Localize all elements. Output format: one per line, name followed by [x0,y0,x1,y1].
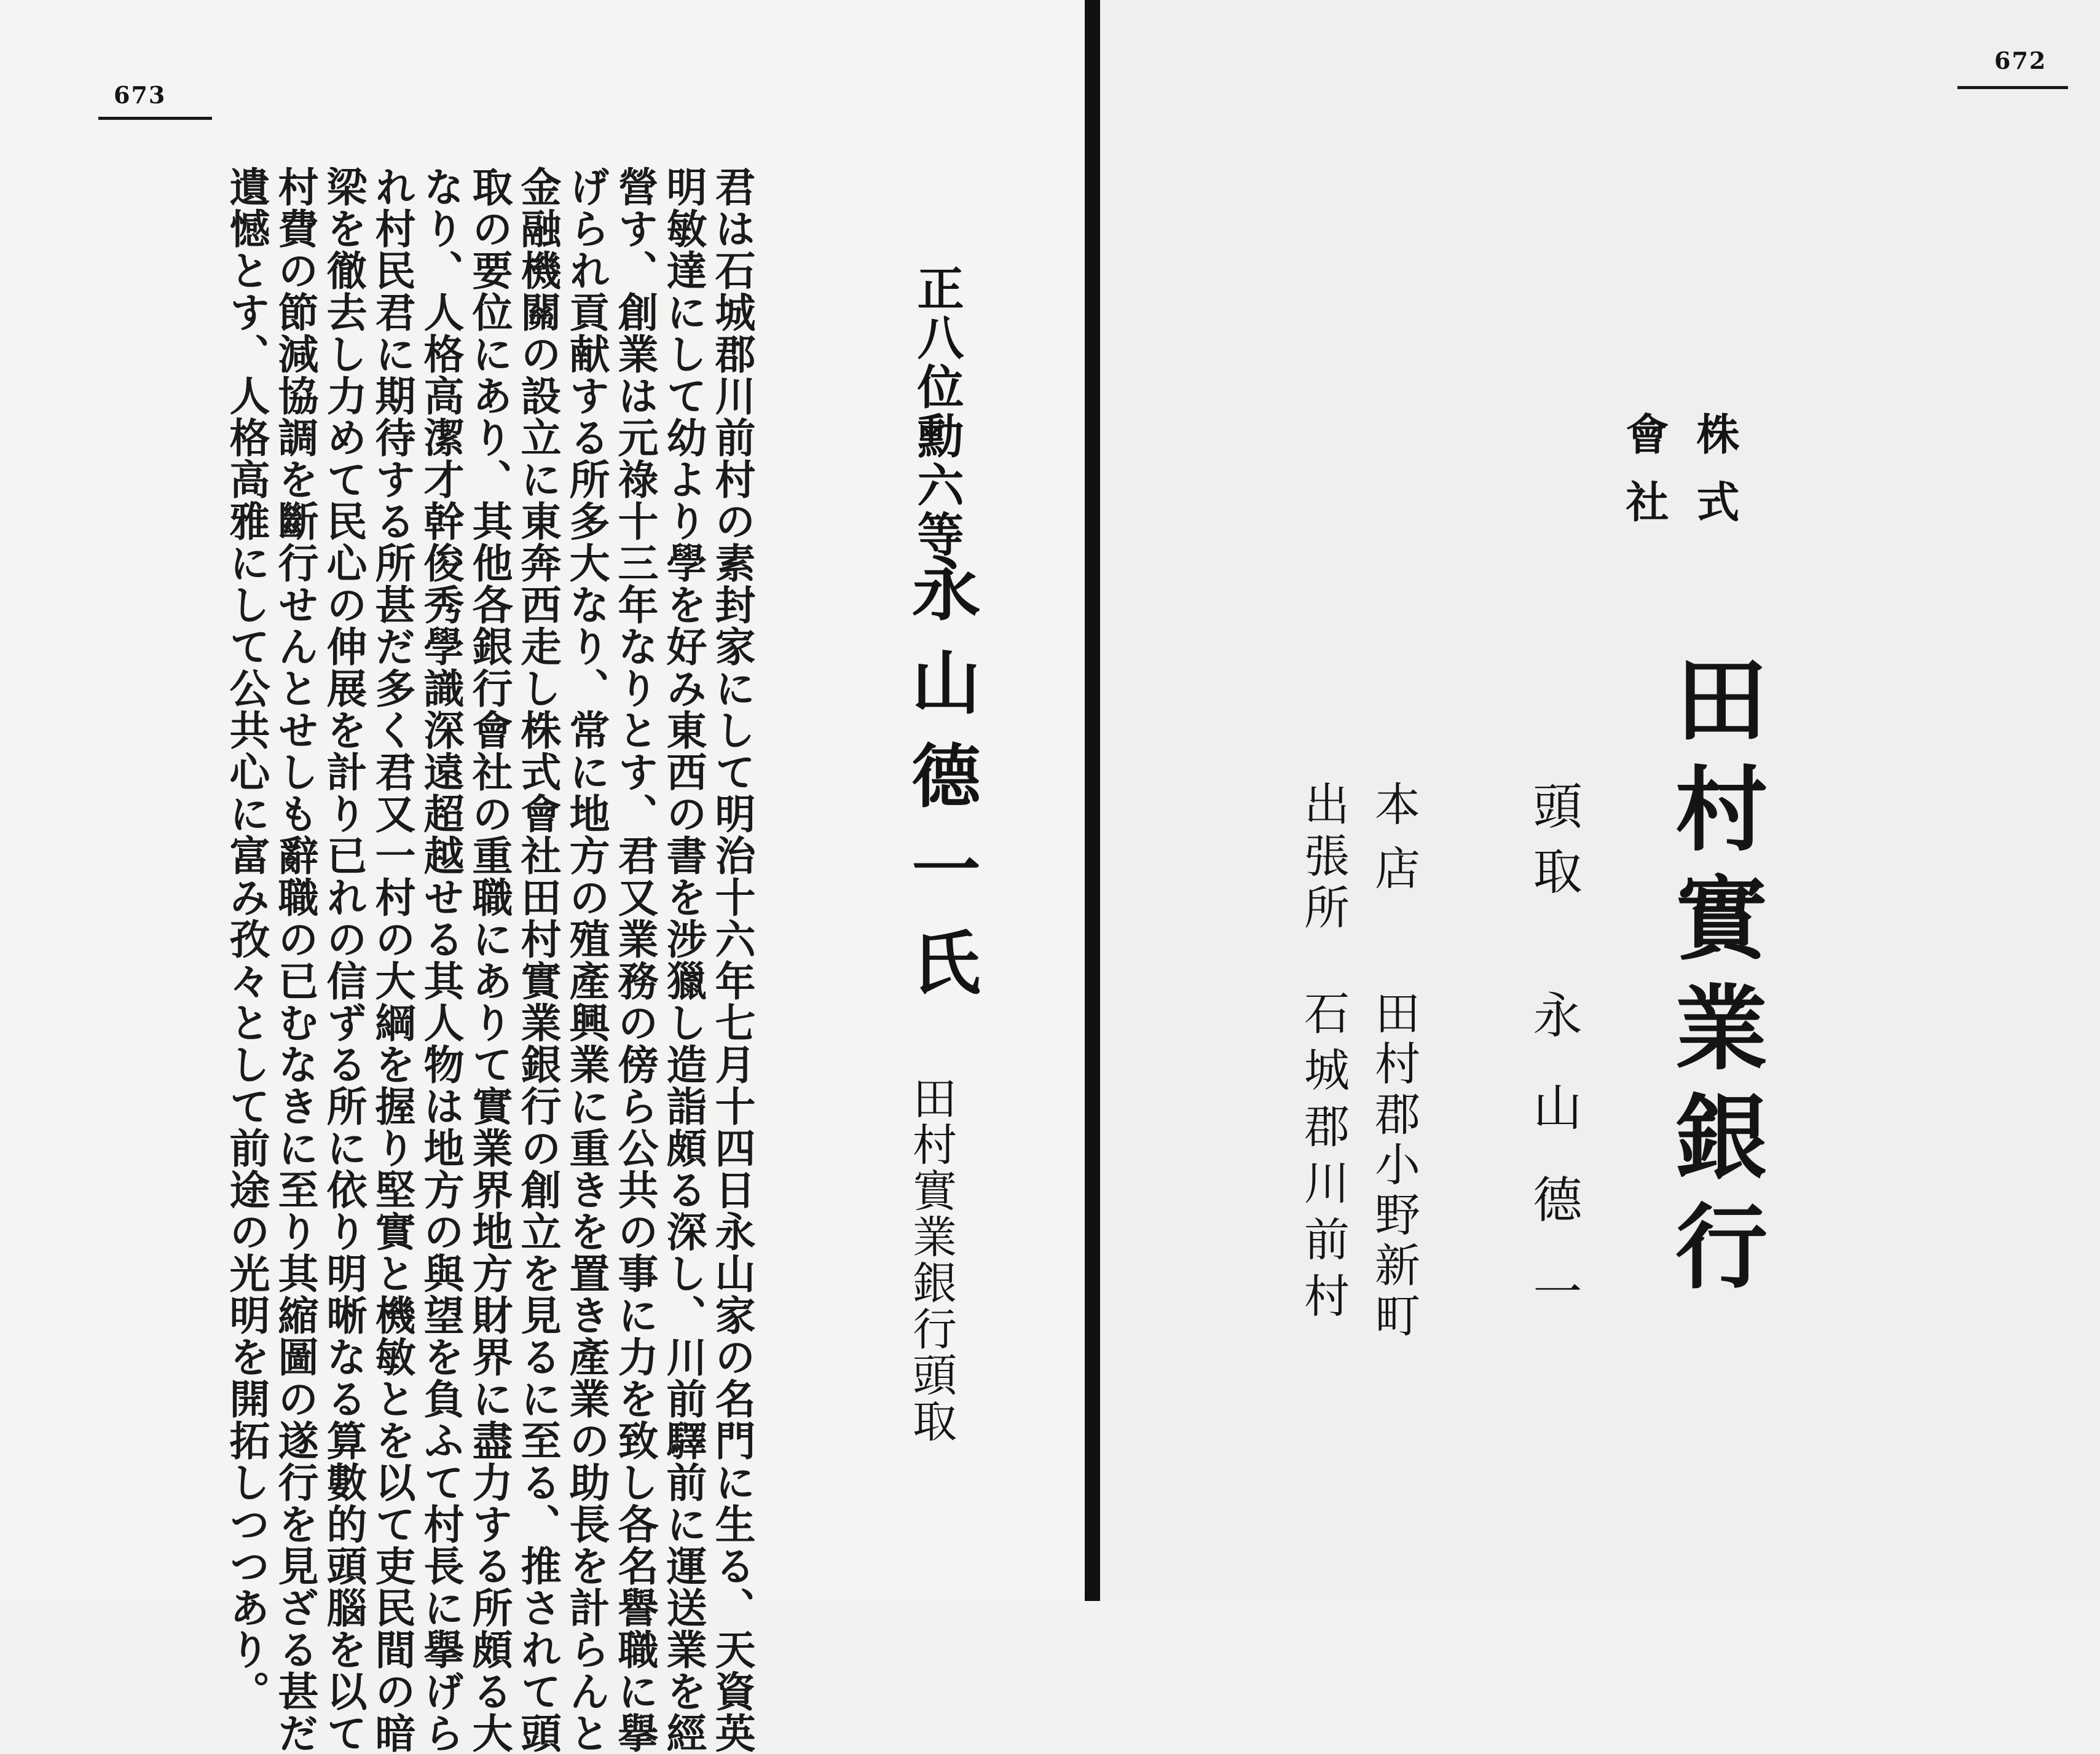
biography-line: 梁を徹去し力めて民心の伸展を計り已れの信ずる所に依り明晰なる算數的頭腦を以て [320,166,368,1754]
rank-heading: 正八位勳六等 [910,264,964,559]
biography-line: 君は石城郡川前村の素封家にして明治十六年七月十四日永山家の名門に生る、天資英 [708,166,756,1754]
biography-line: 遺憾とす、人格高雅にして公共心に富み孜々として前途の光明を開拓しつつあり。 [222,166,270,1712]
right-page [1100,0,2100,1601]
biography-line: 明敏達にして幼より學を好み東西の書を涉獵し造詣頗る深し、川前驛前に運送業を經 [659,166,707,1754]
page-number-left: 673 [114,81,167,109]
page-number-rule-right [1957,86,2068,89]
person-title: 田村實業銀行頭取 [905,1076,957,1444]
book-spine [1085,0,1100,1601]
head-office-label: 本店 [1367,781,1420,908]
branch-office-address: 石城郡川前村 [1297,989,1350,1329]
biography-line: 取の要位にあり、其他各銀行會社の重職にありて實業界地方財界に盡力する所頗る大 [465,166,513,1754]
bank-name: 田村實業銀行 [1659,651,1768,1308]
page-number-rule-left [98,117,212,120]
biography-text [222,166,756,1754]
biography-line: れ村民君に期待する所甚だ多く君又一村の大綱を握り堅實と機敏とを以て吏民間の暗 [368,166,416,1754]
company-type-kabushiki: 株式 [1689,412,1740,547]
head-office-address: 田村郡小野新町 [1367,989,1420,1342]
biography-line: 村費の節減協調を斷行せんとせしも辭職の已むなきに至り其縮圖の遂行を見ざる甚だ [271,166,319,1754]
biography-line: 金融機關の設立に東奔西走し株式會社田村實業銀行の創立を見るに至る、推されて頭 [514,166,562,1754]
person-name-heading: 永山德一氏 [900,553,981,1020]
company-type-kaisha: 會社 [1619,412,1670,547]
branch-office-label: 出張所 [1297,781,1350,935]
biography-line: 營す、創業は元祿十三年なりとす、君又業務の傍ら公共の事に力を致し各名譽職に擧 [611,166,659,1754]
president-label: 頭取 [1525,781,1582,911]
president-name: 永山德一 [1525,989,1582,1358]
biography-line: なり、人格高潔才幹俊秀學識深遠超越せる其人物は地方の與望を負ふて村長に擧げら [417,166,465,1754]
biography-line: げられ貢献する所多大なり、常に地方の殖產興業に重きを置き產業の助長を計らんと [562,166,610,1754]
page-number-right: 672 [1994,47,2047,74]
